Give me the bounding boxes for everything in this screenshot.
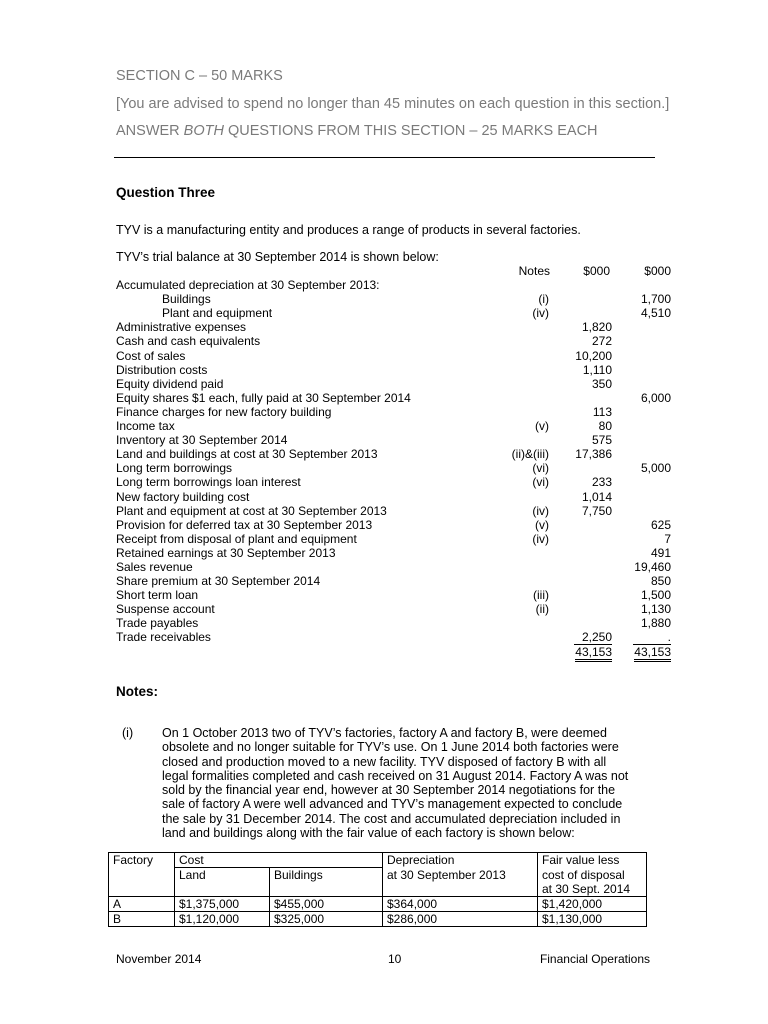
row-label: Equity dividend paid (116, 376, 224, 391)
list-item (116, 630, 676, 644)
cell-factory: B (109, 912, 175, 927)
row-label: Share premium at 30 September 2014 (116, 574, 321, 589)
row-debit: 1,820 (581, 320, 612, 335)
row-debit: 7,750 (581, 503, 612, 518)
list-item (116, 377, 676, 391)
th-fair-value-line3: at 30 Sept. 2014 (538, 882, 647, 897)
answer-instruction (116, 123, 598, 139)
list-item (116, 588, 676, 602)
row-debit: 1,110 (582, 362, 612, 377)
row-label: Provision for deferred tax at 30 September 2013 (116, 517, 373, 532)
table-row (109, 912, 647, 927)
row-notes: (vi) (532, 461, 549, 476)
cell-buildings: $325,000 (270, 912, 383, 927)
row-credit: 850 (650, 574, 671, 589)
row-credit: 1,700 (640, 292, 671, 307)
row-label: Long term borrowings loan interest (116, 475, 301, 490)
trial-balance-totals (116, 645, 676, 659)
trial-balance-rows (116, 278, 676, 644)
list-item (116, 391, 676, 405)
list-item (116, 490, 676, 504)
footer-date: November 2014 (116, 952, 202, 966)
cell-land: $1,375,000 (175, 897, 270, 912)
row-debit: 80 (598, 419, 612, 434)
question-title: Question Three (116, 185, 216, 200)
list-item (116, 560, 676, 574)
row-notes: (ii) (535, 602, 549, 617)
note-line: sale of factory A were well advanced and TYV’s management expected to conclude (162, 797, 623, 812)
row-notes: (iv) (532, 531, 549, 546)
list-item (116, 518, 676, 532)
th-fair-value: Fair value less (538, 853, 647, 868)
list-item (116, 461, 676, 475)
note-number: (i) (122, 726, 134, 740)
row-label: Distribution costs (116, 362, 208, 377)
list-item (116, 546, 676, 560)
row-debit: 10,200 (575, 348, 612, 363)
table-row (109, 897, 647, 912)
col-debit-header: $000 (583, 264, 610, 278)
row-credit: 6,000 (640, 390, 671, 405)
row-notes: (v) (535, 517, 549, 532)
row-credit: . (633, 630, 671, 645)
cell-fair-value: $1,130,000 (538, 912, 647, 927)
row-label: Trade receivables (116, 630, 211, 645)
th-buildings: Buildings (270, 868, 383, 883)
answer-prefix: ANSWER (116, 123, 184, 139)
row-label: New factory building cost (116, 489, 250, 504)
row-label: Accumulated depreciation at 30 September 2013: (116, 278, 380, 293)
row-notes: (iii) (533, 588, 549, 603)
list-item (116, 504, 676, 518)
list-item (116, 433, 676, 447)
row-label: Retained earnings at 30 September 2013 (116, 545, 336, 560)
col-credit-header: $000 (644, 264, 671, 278)
row-label: Plant and equipment at cost at 30 September 2013 (116, 503, 387, 518)
list-item (116, 306, 676, 320)
total-debit: 43,153 (575, 645, 612, 662)
row-notes: (iv) (532, 306, 549, 321)
row-label: Land and buildings at cost at 30 September 2013 (116, 447, 378, 462)
list-item (116, 405, 676, 419)
row-notes: (i) (538, 292, 549, 307)
row-credit: 19,460 (634, 559, 671, 574)
list-item (116, 447, 676, 461)
row-debit: 233 (591, 475, 612, 490)
total-credit: 43,153 (634, 645, 671, 662)
factory-table (108, 852, 647, 927)
row-label: Finance charges for new factory building (116, 404, 332, 419)
note-line: sold by the financial year end, however at 30 September 2014 negotiations for the (162, 783, 616, 798)
row-debit: 350 (591, 376, 612, 391)
row-debit: 2,250 (574, 630, 612, 645)
row-label: Cash and cash equivalents (116, 334, 261, 349)
cell-fair-value: $1,420,000 (538, 897, 647, 912)
row-label: Trade payables (116, 616, 199, 631)
answer-emphasis: BOTH (183, 123, 224, 139)
list-item (116, 574, 676, 588)
note-line: the sale by 31 December 2014. The cost and accumulated depreciation included in (162, 811, 621, 826)
row-credit: 491 (650, 545, 671, 560)
question-intro: TYV is a manufacturing entity and produces a range of products in several factories. (116, 223, 581, 237)
row-credit: 625 (650, 517, 671, 532)
cell-depreciation: $286,000 (383, 912, 538, 927)
list-item (116, 363, 676, 377)
note-line: closed and production moved to a new facility. TYV disposed of factory B with all (162, 754, 607, 769)
note-line: On 1 October 2013 two of TYV’s factories, factory A and factory B, were deemed (162, 726, 607, 740)
th-fair-value-line2: cost of disposal (538, 868, 647, 883)
row-notes: (iv) (532, 503, 549, 518)
row-debit: 113 (592, 404, 612, 419)
note-text (162, 726, 662, 840)
list-item (116, 334, 676, 348)
row-label: Receipt from disposal of plant and equipment (116, 531, 357, 546)
row-credit: 1,500 (640, 588, 671, 603)
list-item (116, 602, 676, 616)
time-advice: [You are advised to spend no longer than 45 minutes on each question in this section.] (116, 96, 670, 112)
list-item (116, 532, 676, 546)
cell-buildings: $455,000 (270, 897, 383, 912)
cell-depreciation: $364,000 (383, 897, 538, 912)
trial-balance-intro: TYV’s trial balance at 30 September 2014 is shown below: (116, 250, 439, 264)
row-label: Long term borrowings (116, 461, 233, 476)
row-label: Administrative expenses (116, 320, 247, 335)
row-debit: 17,386 (575, 447, 612, 462)
note-line: obsolete and no longer suitable for TYV’s use. On 1 June 2014 both factories were (162, 740, 619, 755)
th-cost: Cost (175, 853, 383, 868)
th-factory: Factory (109, 853, 175, 868)
row-credit: 1,880 (640, 616, 671, 631)
row-credit: 7 (664, 531, 671, 546)
th-depreciation-date: at 30 September 2013 (383, 868, 538, 883)
answer-suffix: QUESTIONS FROM THIS SECTION – 25 MARKS EACH (223, 123, 598, 139)
row-label: Buildings (162, 292, 211, 307)
row-debit: 272 (591, 334, 612, 349)
row-notes: (vi) (532, 475, 549, 490)
row-credit: 5,000 (640, 461, 671, 476)
list-item (116, 616, 676, 630)
footer-paper-title: Financial Operations (539, 952, 650, 966)
row-label: Sales revenue (116, 559, 193, 574)
note-line: legal formalities completed and cash received on 31 August 2014. Factory A was not (162, 768, 629, 783)
th-land: Land (175, 868, 270, 883)
row-credit: 4,510 (640, 306, 671, 321)
cell-factory: A (109, 897, 175, 912)
list-item (116, 278, 676, 292)
list-item (116, 475, 676, 489)
list-item (116, 419, 676, 433)
list-item (116, 349, 676, 363)
notes-title: Notes: (116, 684, 159, 699)
row-label: Inventory at 30 September 2014 (116, 433, 288, 448)
section-heading: SECTION C – 50 MARKS (116, 68, 283, 84)
note-line: land and buildings along with the fair value of each factory is shown below: (162, 826, 575, 841)
trial-balance-header (116, 264, 676, 278)
row-debit: 1,014 (581, 489, 612, 504)
header-rule (114, 157, 655, 158)
th-depreciation: Depreciation (383, 853, 538, 868)
row-credit: 1,130 (640, 602, 671, 617)
page-number: 10 (388, 952, 402, 966)
row-label: Cost of sales (116, 348, 186, 363)
row-label: Equity shares $1 each, fully paid at 30 September 2014 (116, 390, 411, 405)
row-debit: 575 (591, 433, 612, 448)
row-label: Plant and equipment (162, 306, 273, 321)
row-label: Income tax (116, 419, 175, 434)
list-item (116, 320, 676, 334)
row-notes: (v) (535, 419, 549, 434)
col-notes-header: Notes (518, 264, 550, 278)
list-item (116, 292, 676, 306)
row-label: Suspense account (116, 602, 215, 617)
trial-balance (116, 264, 676, 659)
row-notes: (ii)&(iii) (511, 447, 549, 462)
row-label: Short term loan (116, 588, 199, 603)
cell-land: $1,120,000 (175, 912, 270, 927)
